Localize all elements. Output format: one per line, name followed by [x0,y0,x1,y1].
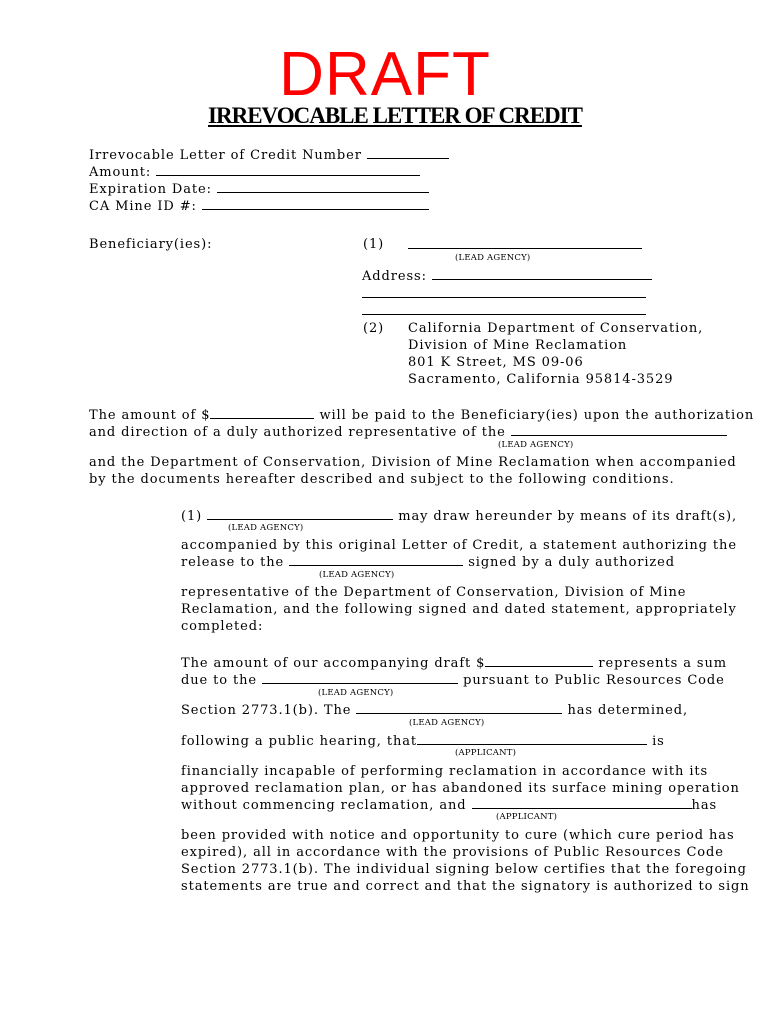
statement-line-10: Section 2773.1(b). The individual signing below certifies that the foregoing [181,862,747,877]
determined-lead-agency-caption: (LEAD AGENCY) [409,718,485,728]
condition-line-4: representative of the Department of Conservation, Division of Mine [181,585,687,600]
due-to-lead-agency-caption: (LEAD AGENCY) [318,688,394,698]
ca-address-line-2: Division of Mine Reclamation [408,338,628,353]
statement-line-1: The amount of our accompanying draft $ represents a sum [181,656,727,671]
release-lead-agency-caption: (LEAD AGENCY) [319,570,395,580]
condition-line-5: Reclamation, and the following signed and dated statement, appropriately [181,602,737,617]
loc-number-label: Irrevocable Letter of Credit Number [89,148,362,163]
statement-line-6: approved reclamation plan, or has abandoned its surface mining operation [181,781,740,796]
due-to-blank[interactable] [262,672,458,684]
para1-lead-agency-blank[interactable] [511,424,727,436]
statement-line-11: statements are true and correct and that the signatory is authorized to sign [181,879,750,894]
ca-address-line-3: 801 K Street, MS 09-06 [408,355,584,370]
amount-field[interactable] [89,164,420,181]
para1-line-1: The amount of $ will be paid to the Beneficiary(ies) upon the authorization [89,408,755,423]
statement-line-2: due to the pursuant to Public Resources Code [181,673,725,688]
draft-watermark: DRAFT [279,40,491,109]
mine-id-blank[interactable] [202,198,429,210]
mine-id-label: CA Mine ID #: [89,199,197,214]
applicant-caption-1: (APPLICANT) [455,748,517,758]
ca-address-line-1: California Department of Conservation, [408,321,704,336]
document-title: IRREVOCABLE LETTER OF CREDIT [208,103,582,128]
statement-line-5: financially incapable of performing reclamation in accordance with its [181,764,709,779]
amount-dollars-blank[interactable] [210,407,314,419]
beneficiary-number-1: (1) [363,237,385,252]
address-label: Address: [362,269,427,284]
applicant-blank-2[interactable] [472,797,692,809]
condition-line-6: completed: [181,619,264,634]
applicant-caption-2: (APPLICANT) [496,812,558,822]
para1-line-2: and direction of a duly authorized representative of the [89,424,727,441]
expiration-label: Expiration Date: [89,182,212,197]
determined-by-blank[interactable] [356,702,562,714]
mine-id-field[interactable] [89,198,429,215]
condition-line-2: accompanied by this original Letter of Credit, a statement authorizing the [181,538,737,553]
ca-address-line-4: Sacramento, California 95814-3529 [408,372,674,387]
address-field[interactable] [362,268,652,285]
para1-lead-agency-caption: (LEAD AGENCY) [498,440,574,450]
para1-line-3: and the Department of Conservation, Division of Mine Reclamation when accompanied [89,455,737,470]
statement-line-8: been provided with notice and opportunity to cure (which cure period has [181,828,735,843]
beneficiary-label: Beneficiary(ies): [89,237,213,252]
beneficiary-number-2: (2) [363,321,385,336]
lead-agency-caption: (LEAD AGENCY) [455,253,531,263]
amount-blank[interactable] [156,164,420,176]
para1-line-4: by the documents hereafter described and subject to the following conditions. [89,472,675,487]
condition-lead-agency-blank[interactable] [207,508,393,520]
condition-number: (1) [181,509,203,524]
statement-line-9: expired), all in accordance with the provisions of Public Resources Code [181,845,724,860]
draft-amount-blank[interactable] [485,655,593,667]
address-blank-3[interactable] [362,303,646,315]
amount-label: Amount: [89,165,152,180]
address-blank-1[interactable] [432,268,652,280]
condition-lead-agency-caption: (LEAD AGENCY) [228,523,304,533]
loc-number-field[interactable] [89,147,449,164]
expiration-blank[interactable] [217,181,429,193]
release-to-blank[interactable] [289,554,463,566]
condition-line-3: release to the signed by a duly authorized [181,555,675,570]
address-blank-2[interactable] [362,286,646,298]
applicant-blank-1[interactable] [417,733,647,745]
expiration-field[interactable] [89,181,429,198]
lead-agency-name-blank[interactable] [408,237,642,249]
statement-line-3: Section 2773.1(b). The has determined, [181,703,689,718]
condition-line-1: (1) may draw hereunder by means of its draft(s), [181,509,737,524]
statement-line-4: following a public hearing, that is [181,734,665,749]
statement-line-7: without commencing reclamation, and has [181,798,718,813]
loc-number-blank[interactable] [367,147,449,159]
